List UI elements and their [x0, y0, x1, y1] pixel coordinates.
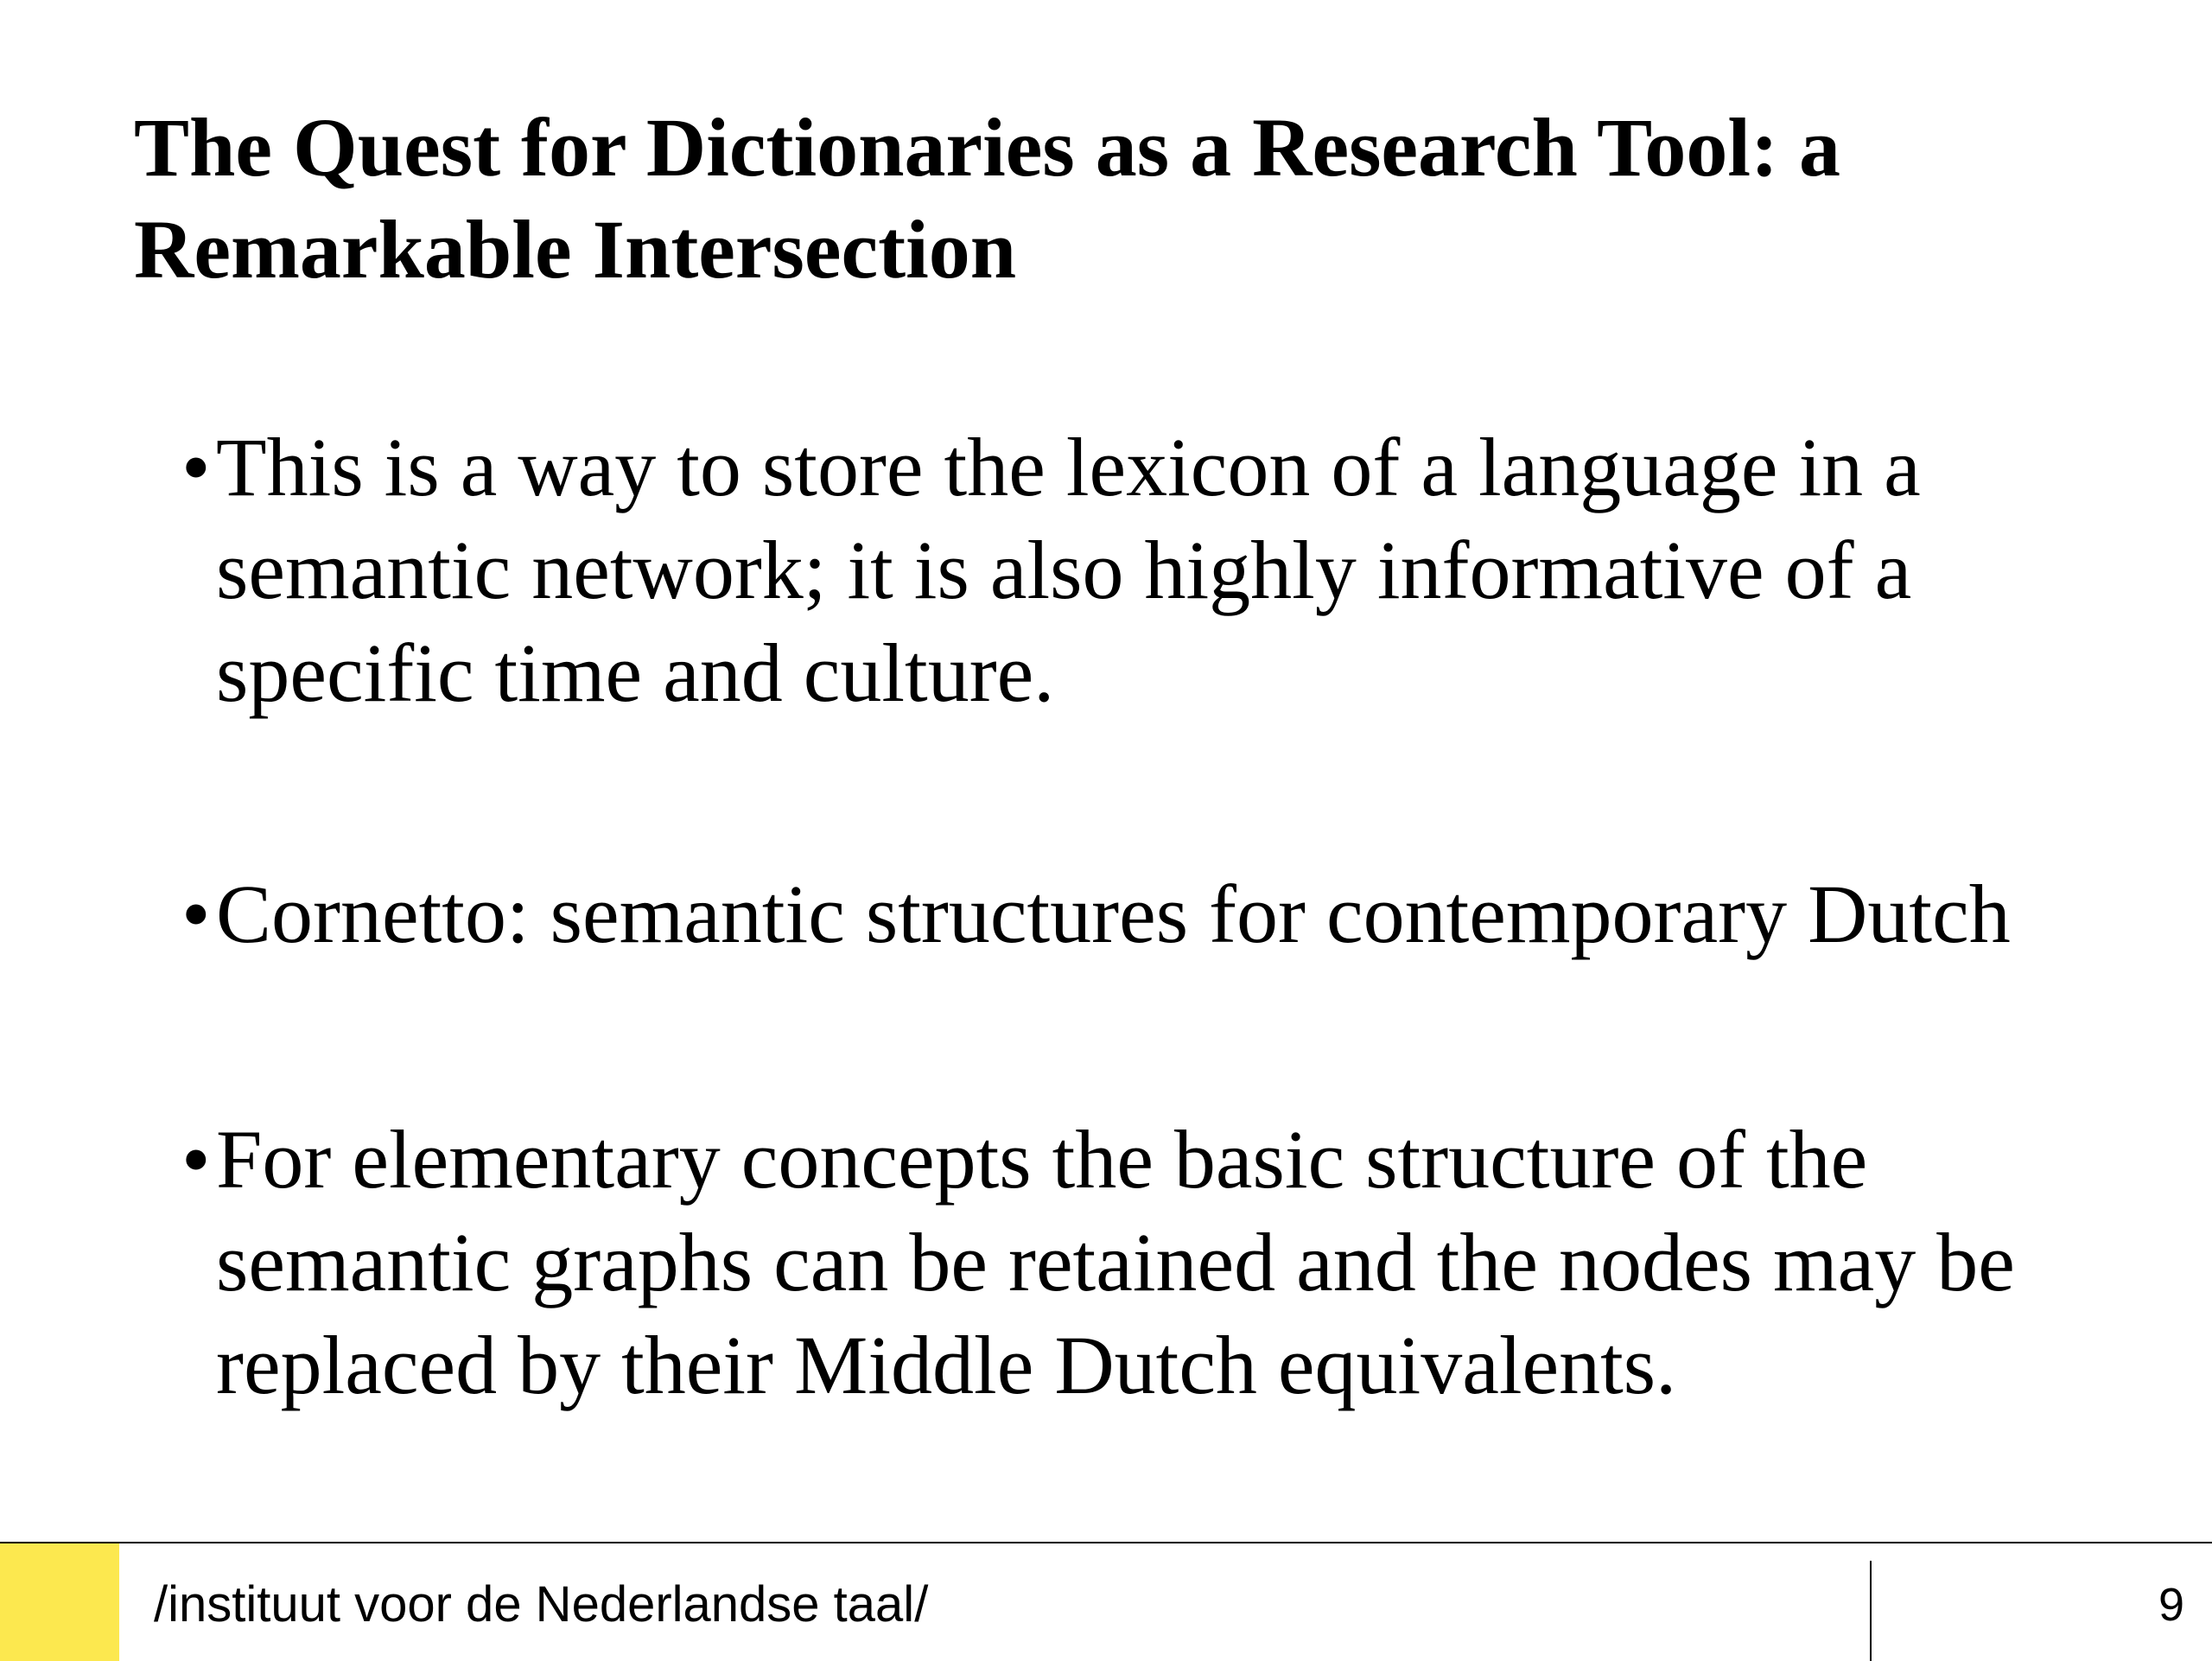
bullet-item: [181, 416, 2160, 724]
organization-name: /instituut voor de Nederlandse taal/: [154, 1576, 929, 1632]
bullet-marker: •: [181, 1113, 211, 1206]
footer-divider: [1870, 1561, 1872, 1661]
slide-footer: [0, 1542, 2212, 1661]
slide-title: The Quest for Dictionaries as a Research Tool: a Remarkable Intersection: [134, 101, 1841, 296]
bullet-text: For elementary concepts the basic structure of the semantic graphs can be retained and the nodes may be replaced by their Middle Dutch equivalents.: [216, 1113, 2015, 1411]
bullet-text: This is a way to store the lexicon of a language in a semantic network; it is also highly informative of a specific time and culture.: [216, 421, 1921, 719]
bullet-text: Cornetto: semantic structures for contemporary Dutch: [216, 868, 2011, 960]
page-number: 9: [2158, 1579, 2184, 1631]
footer-accent-block: [0, 1543, 119, 1661]
bullet-item: [181, 862, 2160, 965]
bullet-marker: •: [181, 868, 211, 960]
bullet-marker: •: [181, 421, 211, 513]
bullet-item: [181, 1108, 2160, 1416]
